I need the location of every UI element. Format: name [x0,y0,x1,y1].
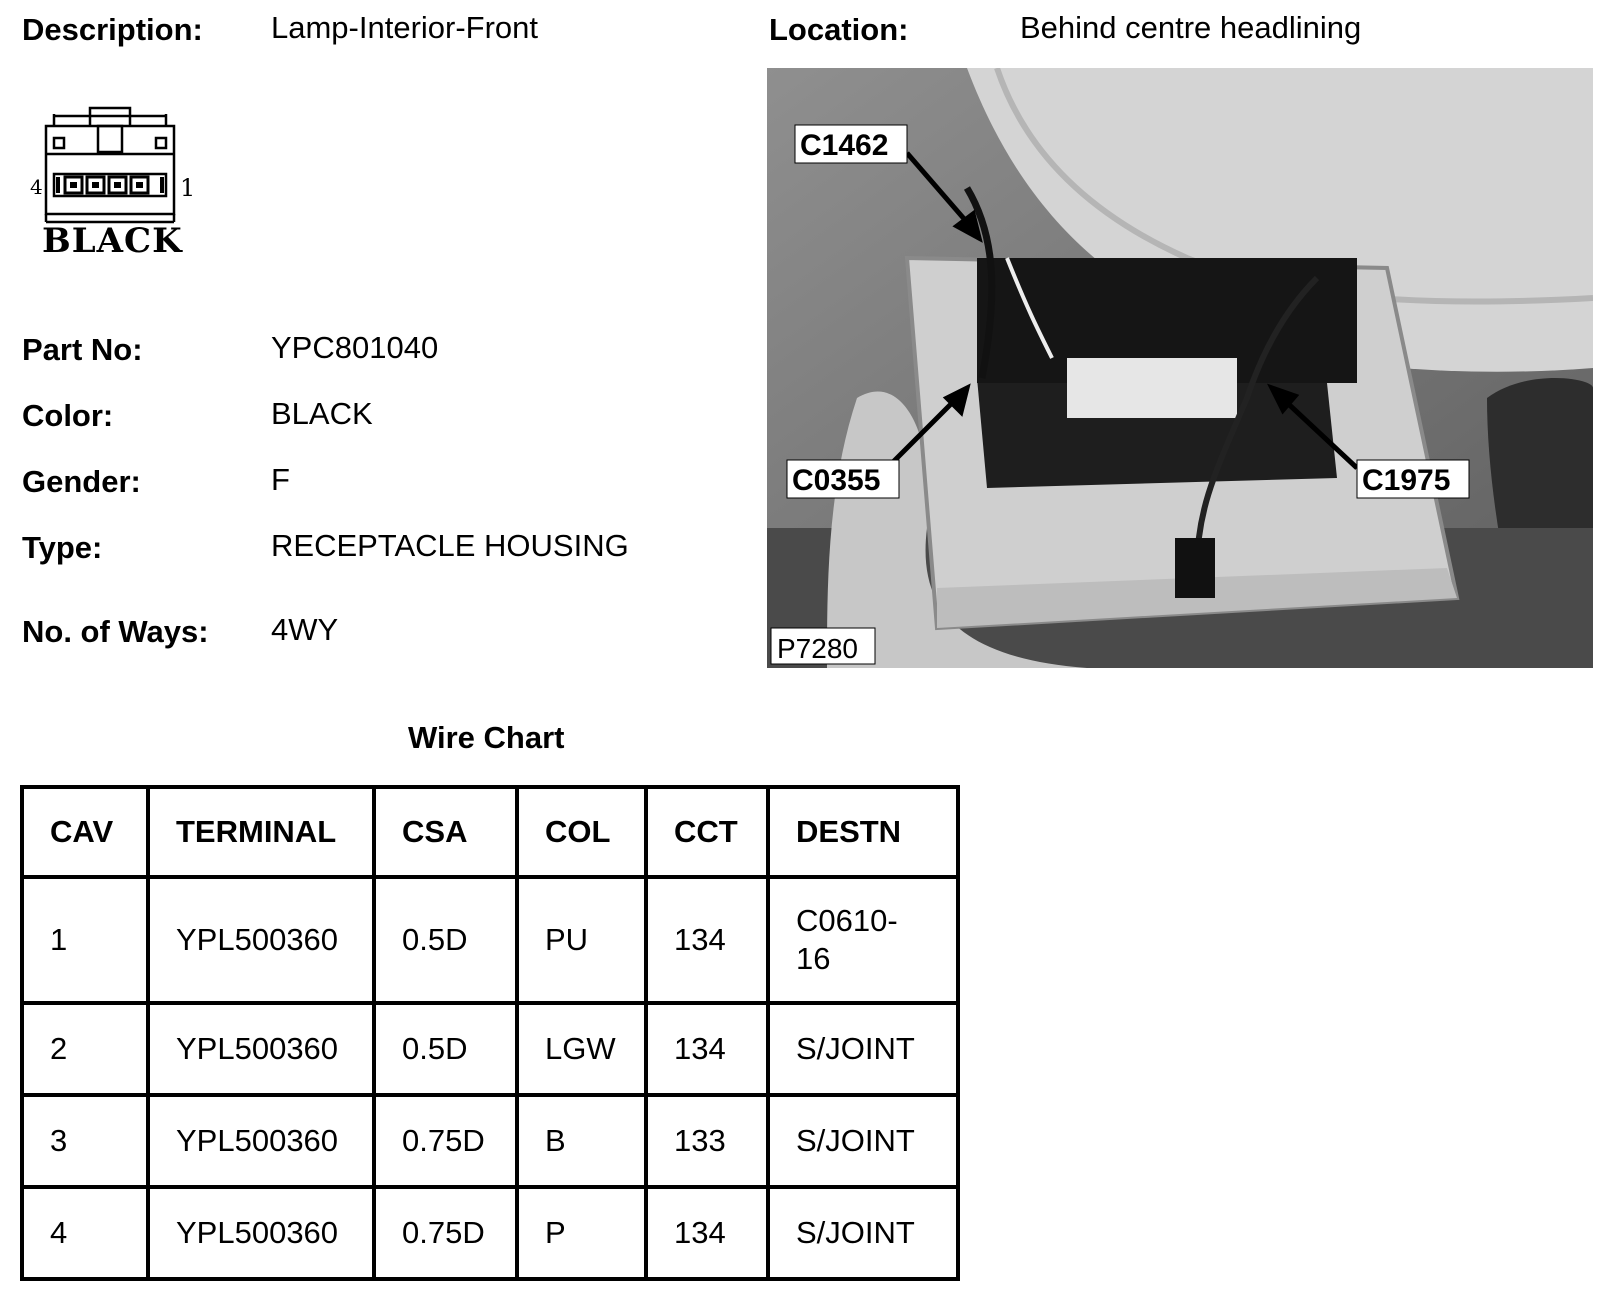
header-terminal: TERMINAL [148,787,374,877]
cell-destn: S/JOINT [768,1095,958,1187]
cell-csa: 0.5D [374,877,517,1003]
table-row [22,877,958,1003]
connector-color-text: BLACK [42,221,183,261]
cell-cav: 1 [22,877,148,1003]
cell-cav: 2 [22,1003,148,1095]
color-label: Color: [22,398,114,433]
location-label: Location: [769,12,909,47]
cell-col: PU [517,877,646,1003]
gender-label: Gender: [22,464,141,499]
connector-face-diagram [28,104,208,264]
header-destn: DESTN [768,787,958,877]
type-value: RECEPTACLE HOUSING [271,528,629,563]
cell-cct: 133 [646,1095,768,1187]
cell-col: LGW [517,1003,646,1095]
location-photo [767,68,1593,668]
header-cav: CAV [22,787,148,877]
wire-chart-title: Wire Chart [408,720,565,755]
callout-c1462: C1462 [800,129,889,162]
cell-destn [768,877,958,1003]
description-value: Lamp-Interior-Front [271,10,539,45]
part-no-label: Part No: [22,332,143,367]
header-csa: CSA [374,787,517,877]
wire-chart-table [20,785,960,1281]
color-value: BLACK [271,396,373,431]
gender-value: F [271,462,290,497]
cell-cav: 4 [22,1187,148,1279]
ways-value: 4WY [271,612,339,647]
cell-terminal: YPL500360 [148,1187,374,1279]
header-col: COL [517,787,646,877]
callout-c0355: C0355 [792,464,881,497]
cell-terminal: YPL500360 [148,1095,374,1187]
table-row [22,1095,958,1187]
destn-text: C0610-16 [796,903,898,976]
part-no-value: YPC801040 [271,330,439,365]
callout-c1975: C1975 [1362,464,1451,497]
table-row [22,1187,958,1279]
cell-cav: 3 [22,1095,148,1187]
ways-label: No. of Ways: [22,614,209,649]
table-row [22,1003,958,1095]
location-value: Behind centre headlining [1020,10,1362,45]
cell-destn: S/JOINT [768,1187,958,1279]
cell-destn: S/JOINT [768,1003,958,1095]
cell-csa: 0.5D [374,1003,517,1095]
cell-terminal: YPL500360 [148,1003,374,1095]
pin-number-left: 4 [30,175,43,199]
header-cct: CCT [646,787,768,877]
cell-csa: 0.75D [374,1095,517,1187]
photo-id: P7280 [777,633,858,664]
description-label: Description: [22,12,203,47]
cell-cct: 134 [646,877,768,1003]
cell-cct: 134 [646,1187,768,1279]
pin-number-right: 1 [180,174,196,202]
type-label: Type: [22,530,103,565]
cell-col: B [517,1095,646,1187]
cell-csa: 0.75D [374,1187,517,1279]
cell-terminal: YPL500360 [148,877,374,1003]
cell-col: P [517,1187,646,1279]
cell-cct: 134 [646,1003,768,1095]
table-header-row [22,787,958,877]
